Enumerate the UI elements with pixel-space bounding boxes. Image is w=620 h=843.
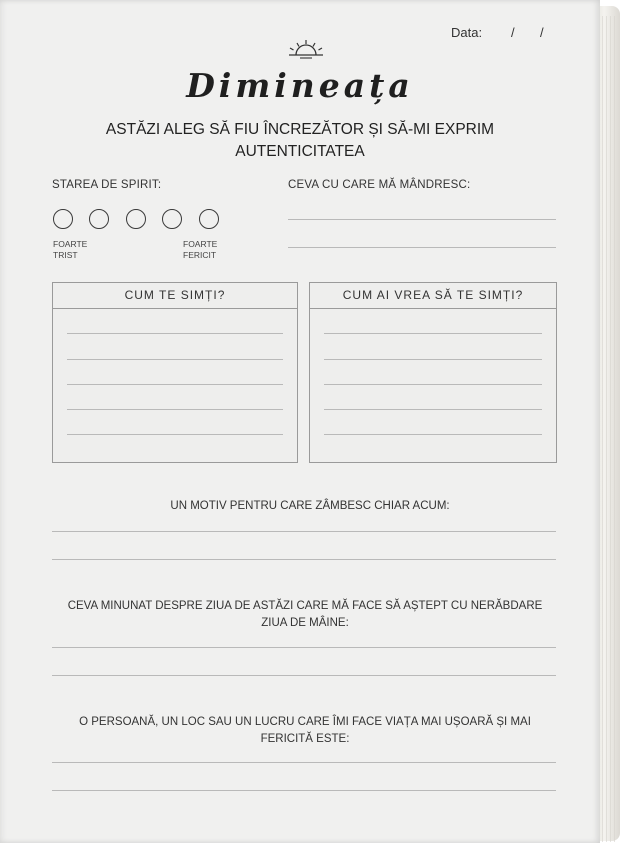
feel-wish-line-4[interactable] [324,409,542,410]
sunrise-icon [285,38,327,60]
mood-high-label-line2: FERICIT [183,250,217,260]
mood-option-3[interactable] [126,209,146,229]
date-label: Data: [451,25,483,40]
mood-high-label [183,239,217,261]
tomorrow-writing-line-1[interactable] [52,647,556,648]
tomorrow-writing-line-2[interactable] [52,675,556,676]
feel-now-line-3[interactable] [67,384,283,385]
feel-wish-line-5[interactable] [324,434,542,435]
feel-wish-box [309,282,557,463]
mood-option-2[interactable] [89,209,109,229]
feel-now-line-5[interactable] [67,434,283,435]
tomorrow-prompt: CEVA MINUNAT DESPRE ZIUA DE ASTĂZI CARE MĂ FACE SĂ AȘTEPT CU NERĂBDARE ZIUA DE MÂINE: [67,600,543,629]
feel-now-line-2[interactable] [67,359,283,360]
mood-low-label-line1: FOARTE [53,239,88,249]
feel-now-line-4[interactable] [67,409,283,410]
mood-label: STAREA DE SPIRIT: [52,179,162,191]
date-separator-2: / [540,25,544,40]
smile-writing-line-1[interactable] [52,531,556,532]
proud-label: CEVA CU CARE MĂ MÂNDRESC: [288,179,471,191]
feel-wish-line-1[interactable] [324,333,542,334]
person-prompt: O PERSOANĂ, UN LOC SAU UN LUCRU CARE ÎMI FACE VIAȚA MAI UȘOARĂ ȘI MAI FERICITĂ ESTE: [79,716,531,745]
mood-low-label-line2: TRIST [53,250,78,260]
proud-writing-line-1[interactable] [288,219,556,220]
page-edge-lines [598,16,618,842]
proud-writing-line-2[interactable] [288,247,556,248]
mood-option-4[interactable] [162,209,182,229]
person-writing-line-1[interactable] [52,762,556,763]
page-title: Dimineața [186,66,414,105]
feel-wish-line-3[interactable] [324,384,542,385]
mood-high-label-line1: FOARTE [183,239,218,249]
feel-now-line-1[interactable] [67,333,283,334]
feel-now-title: CUM TE SIMȚI? [53,283,297,309]
smile-prompt: UN MOTIV PENTRU CARE ZÂMBESC CHIAR ACUM: [170,500,450,512]
feel-wish-title: CUM AI VREA SĂ TE SIMȚI? [310,283,556,309]
feel-wish-line-2[interactable] [324,359,542,360]
mood-option-1[interactable] [53,209,73,229]
person-writing-line-2[interactable] [52,790,556,791]
date-separator-1: / [511,25,515,40]
smile-writing-line-2[interactable] [52,559,556,560]
page-subtitle: ASTĂZI ALEG SĂ FIU ÎNCREZĂTOR ȘI SĂ-MI EXPRIM AUTENTICITATEA [105,121,495,160]
mood-low-label [53,239,87,261]
mood-option-5[interactable] [199,209,219,229]
feel-now-box [52,282,298,463]
